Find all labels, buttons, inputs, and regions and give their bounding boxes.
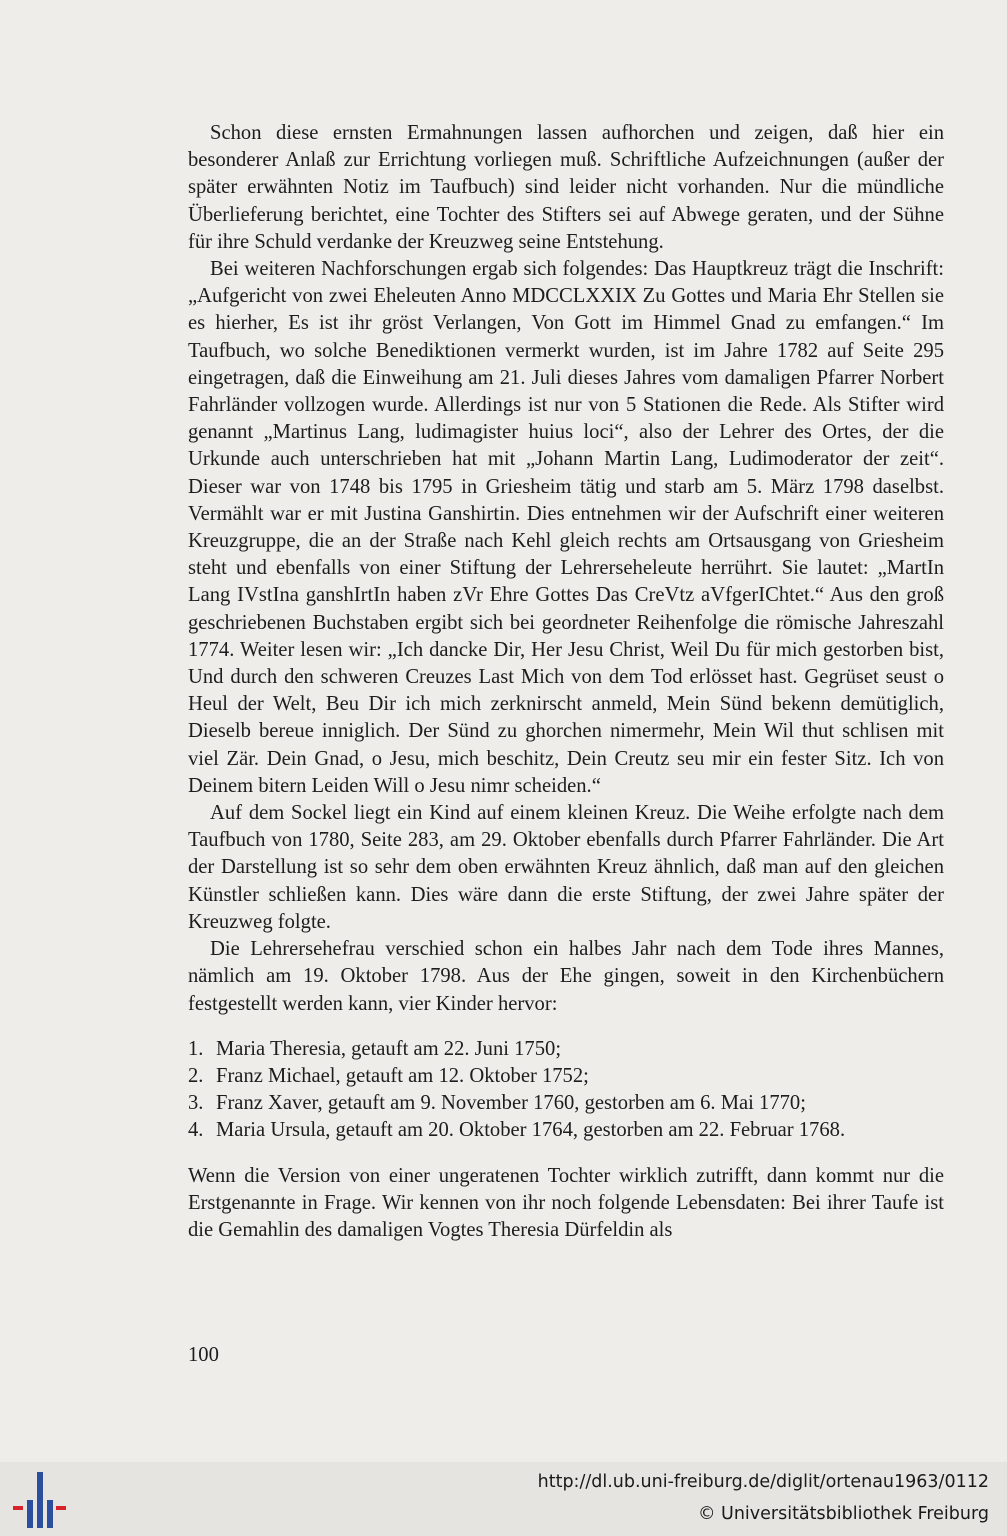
- footer-url-link[interactable]: http://dl.ub.uni-freiburg.de/diglit/ortenau1963/0112: [537, 1472, 989, 1492]
- children-list: [188, 1036, 944, 1145]
- footer-copyright: © Universitätsbibliothek Freiburg: [697, 1504, 989, 1524]
- list-item-text: Maria Theresia, getauft am 22. Juni 1750;: [216, 1037, 562, 1060]
- list-item-number: 3.: [188, 1092, 204, 1115]
- list-item-text: Franz Xaver, getauft am 9. November 1760, gestorben am 6. Mai 1770;: [216, 1092, 806, 1115]
- logo-blue-bar-center: [37, 1472, 43, 1528]
- library-logo-icon: [10, 1470, 68, 1530]
- list-item-text: Maria Ursula, getauft am 20. Oktober 1764, gestorben am 22. Februar 1768.: [216, 1119, 846, 1142]
- list-item: [188, 1117, 944, 1144]
- list-item: [188, 1063, 944, 1090]
- list-item: [188, 1036, 944, 1063]
- list-item: [188, 1090, 944, 1117]
- list-item-number: 2.: [188, 1064, 204, 1087]
- paragraph-1: Schon diese ernsten Ermahnungen lassen aufhorchen und zeigen, daß hier ein besonderer Anlaß zur Errichtung vorliegen muß. Schriftliche Aufzeichnungen (außer der später erwähnten Notiz im Taufbuch) sind leider nicht vorhanden. Nur die mündliche Überlieferung berichtet, eine Tochter des Stifters sei auf Abwege geraten, und der Sühne für ihre Schuld verdanke der Kreuzweg seine Entstehung.: [188, 122, 944, 253]
- logo-red-bar-left: [13, 1506, 23, 1510]
- closing-paragraph: Wenn die Version von einer ungeratenen Tochter wirklich zutrifft, dann kommt nur die Erstgenannte in Frage. Wir kennen von ihr noch folgende Lebensdaten: Bei ihrer Taufe ist die Gemahlin des damaligen Vogtes Theresia Dürfeldin als: [188, 1164, 944, 1241]
- logo-blue-bar-left: [27, 1500, 33, 1528]
- logo-blue-bar-right: [47, 1500, 53, 1528]
- body-text: [188, 120, 944, 1244]
- list-item-number: 4.: [188, 1119, 204, 1142]
- paragraph-3: Auf dem Sockel liegt ein Kind auf einem kleinen Kreuz. Die Weihe erfolgte nach dem Taufbuch von 1780, Seite 283, am 29. Oktober ebenfalls durch Pfarrer Fahrländer. Die Art der Darstellung ist so sehr dem oben erwähnten Kreuz ähnlich, daß man auf den gleichen Künstler schließen kann. Dies wäre dann die erste Stiftung, der zwei Jahre später der Kreuzweg folgte.: [188, 802, 944, 933]
- page-number: 100: [188, 1344, 219, 1366]
- list-item-number: 1.: [188, 1037, 204, 1060]
- paragraph-4: Die Lehrersehefrau verschied schon ein halbes Jahr nach dem Tode ihres Mannes, nämlich am 19. Oktober 1798. Aus der Ehe gingen, soweit in den Kirchenbüchern festgestellt werden kann, vier Kinder hervor:: [188, 938, 944, 1015]
- list-item-text: Franz Michael, getauft am 12. Oktober 1752;: [216, 1064, 589, 1087]
- logo-red-bar-right: [56, 1506, 66, 1510]
- paragraph-2: Bei weiteren Nachforschungen ergab sich folgendes: Das Hauptkreuz trägt die Inschrift: „Aufgericht von zwei Eheleuten Anno MDCCLXXIX Zu Gottes und Maria Ehr Stellen sie es hierher, Es ist ihr gröst Verlangen, Von Gott im Himmel Gnad zu emfangen.“ Im Taufbuch, wo solche Benediktionen vermerkt wurden, ist im Jahre 1782 auf Seite 295 eingetragen, daß die Einweihung am 21. Juli dieses Jahres vom damaligen Pfarrer Norbert Fahrländer vollzogen wurde. Allerdings ist nur von 5 Stationen die Rede. Als Stifter wird genannt „Martinus Lang, ludimagister huius loci“, also der Lehrer des Ortes, der die Urkunde auch unterschrieben hat mit „Johann Martin Lang, Ludimoderator der zeit“. Dieser war von 1748 bis 1795 in Griesheim tätig und starb am 5. März 1798 daselbst. Vermählt war er mit Justina Ganshirtin. Dies entnehmen wir der Aufschrift einer weiteren Kreuzgruppe, die an der Straße nach Kehl gleich rechts am Ortsausgang von Griesheim steht und ebenfalls von einer Stiftung der Lehrerseheleute herrührt. Sie lautet: „MartIn Lang IVstIna ganshIrtIn haben zVr Ehre Gottes Das CreVtz aVfgerIChtet.“ Aus den groß geschriebenen Buchstaben ergibt sich bei geordneter Reihenfolge die römische Jahreszahl 1774. Weiter lesen wir: „Ich dancke Dir, Her Jesu Christ, Weil Du für mich gestorben bist, Und durch den schweren Creuzes Last Mich von dem Tod erlösset hast. Gegrüset seust o Heul der Welt, Beu Dir ich mich zerknirscht anmeld, Mein Sünd bekenn demütiglich, Dieselb bereue inniglich. Der Sünd zu ghorchen nimermehr, Mein Wil thut schlisen mit viel Zär. Dein Gnad, o Jesu, mich beschitz, Dein Creutz seu mir ein fester Sitz. Ich von Deinem bitern Leiden Will o Jesu nimr scheiden.“: [188, 258, 944, 797]
